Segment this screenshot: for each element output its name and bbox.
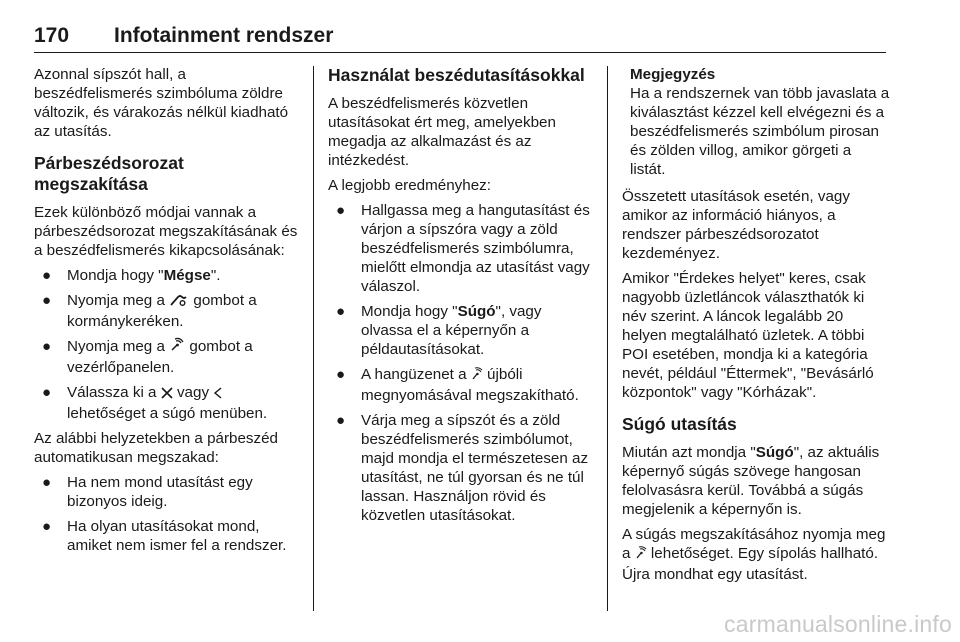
column-divider-1 xyxy=(313,66,314,611)
list-item: ● A hangüzenet a újbóli megnyomásával megszakítható. xyxy=(336,366,579,404)
best-results-paragraph: A legjobb eredményhez: xyxy=(328,177,491,194)
list-item: ● Mondja hogy "Súgó", vagy olvassa el a képernyőn a példautasításokat. xyxy=(336,303,542,358)
bullet-icon: ● xyxy=(42,384,52,401)
list-item: ● Várja meg a sípszót és a zöld beszédfelismerés szimbólumot, majd mondja el természetesen az utasítást, ne túl gyorsan és ne túl lassan. Használjon rövid és közvetlen utasításokat. xyxy=(336,412,589,524)
bullet-icon: ● xyxy=(42,292,52,309)
section-heading-help: Súgó utasítás xyxy=(622,414,737,434)
page-number: 170 xyxy=(34,24,70,47)
poi-paragraph: Amikor "Érdekes helyet" keres, csak nagyobb üzletláncok választhatók ki név szerint. A láncok legalább 20 helyen megtalálható üzletek. A többi POI esetében, mondja ki a kategória nevét, például "Éttermek", "Bevásárló központok" vagy "Kórházak". xyxy=(622,270,874,401)
auto-interrupt-paragraph: Az alábbi helyzetekben a párbeszéd automatikusan megszakad: xyxy=(34,430,279,466)
voice-small-icon xyxy=(471,367,483,386)
steering-wheel-voice-icon xyxy=(169,293,189,312)
bullet-icon: ● xyxy=(42,518,52,535)
list-item: ● Nyomja meg a gombot a kormánykeréken. xyxy=(42,292,257,330)
voice-recognition-icon xyxy=(169,337,185,358)
bullet-icon: ● xyxy=(336,202,346,219)
auto-interrupt-list xyxy=(34,473,302,555)
usage-paragraph: A beszédfelismerés közvetlen utasításokat ért meg, amelyekben megadja az alkalmazást és az intézkedést. xyxy=(328,95,556,169)
list-item: ● Nyomja meg a gombot a vezérlőpanelen. xyxy=(42,338,253,376)
note-title: Megjegyzés xyxy=(630,66,716,83)
help-paragraph: Miután azt mondja "Súgó", az aktuális képernyő súgás szövege hangosan felolvasásra kerül. Továbbá a súgás megjelenik a képernyőn is. xyxy=(622,444,880,518)
column-divider-2 xyxy=(607,66,608,611)
page-header xyxy=(34,22,886,53)
best-results-list xyxy=(328,201,596,525)
column-1 xyxy=(34,65,302,561)
list-item: ● Hallgassa meg a hangutasítást és várjon a sípszóra vagy a zöld beszédfelismerés szimbólumra, mielőtt elmondja az utasítást vagy válaszol. xyxy=(336,202,590,295)
interrupt-paragraph: Ezek különböző módjai vannak a párbeszédsorozat megszakításának és a beszédfelismerés kikapcsolásának: xyxy=(34,204,298,259)
bullet-icon: ● xyxy=(42,338,52,355)
page-title: Infotainment rendszer xyxy=(114,24,334,47)
chevron-left-icon xyxy=(213,385,223,404)
close-x-icon xyxy=(161,385,173,404)
intro-paragraph: Azonnal sípszót hall, a beszédfelismerés szimbóluma zöldre változik, és várakozás nélkül kiadható az utasítás. xyxy=(34,66,289,140)
bullet-icon: ● xyxy=(42,267,52,284)
list-item: ● Válassza ki a vagy lehetőséget a súgó menüben. xyxy=(42,384,268,422)
bullet-icon: ● xyxy=(336,366,346,383)
list-item: ● Ha olyan utasításokat mond, amiket nem ismer fel a rendszer. xyxy=(42,518,287,554)
column-3 xyxy=(622,65,890,590)
section-heading-usage: Használat beszédutasításokkal xyxy=(328,65,585,85)
list-item: ● Ha nem mond utasítást egy bizonyos ideig. xyxy=(42,474,253,510)
section-heading-interrupt: Párbeszédsorozat megszakítása xyxy=(34,153,184,194)
note-box xyxy=(622,65,890,179)
interrupt-list xyxy=(34,266,302,423)
compound-paragraph: Összetett utasítások esetén, vagy amikor az információ hiányos, a rendszer párbeszédsorozatot kezdeményez. xyxy=(622,188,850,262)
voice-small-icon xyxy=(635,546,647,565)
stop-help-paragraph: A súgás megszakításához nyomja meg a lehetőséget. Egy sípolás hallható. Újra mondhat egy utasítást. xyxy=(622,526,886,583)
bullet-icon: ● xyxy=(336,303,346,320)
column-2 xyxy=(328,65,596,531)
list-item: ● Mondja hogy "Mégse". xyxy=(42,267,221,284)
bullet-icon: ● xyxy=(42,474,52,491)
watermark-logo: carmanualsonline.info xyxy=(724,611,952,637)
note-text: Ha a rendszernek van több javaslata a kiválasztást kézzel kell elvégezni és a beszédfelismerés szimbólum pirosan és zölden villog, amikor görgeti a listát. xyxy=(630,85,890,178)
bullet-icon: ● xyxy=(336,412,346,429)
